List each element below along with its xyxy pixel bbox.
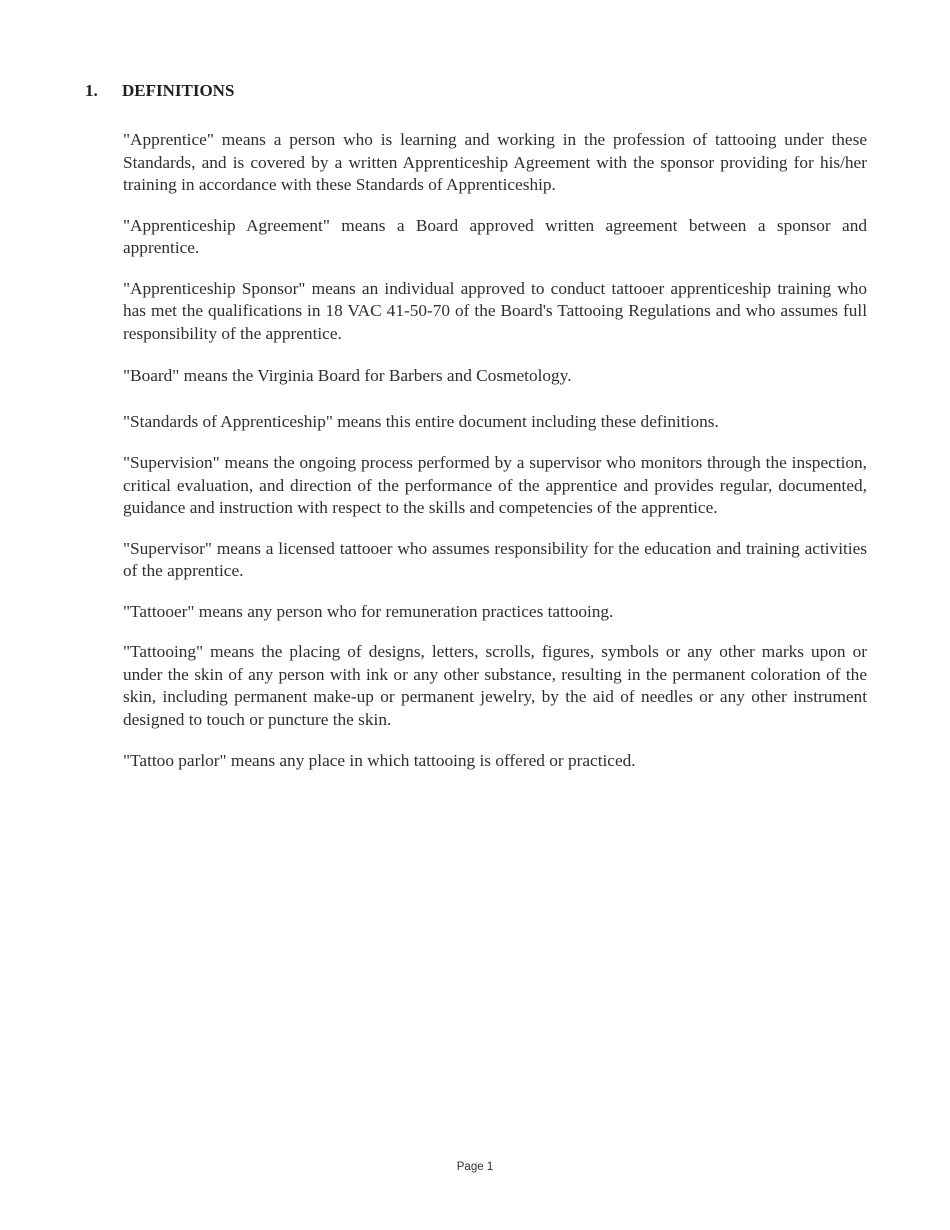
page-number: Page 1 — [456, 1161, 494, 1173]
section-heading — [85, 80, 234, 102]
definition-standards-of-apprenticeship: "Standards of Apprenticeship" means this entire document including these definitions. — [123, 411, 719, 431]
section-title: DEFINITIONS — [122, 81, 235, 100]
definition-tattooing: "Tattooing" means the placing of designs, letters, scrolls, figures, symbols or any other marks upon or under the skin of any person with ink or any other substance, resulting in the permanent coloration of the skin, including permanent make-up or permanent jewelry, by the aid of needles or any other instrument designed to touch or puncture the skin. — [123, 642, 867, 729]
definition-apprenticeship-agreement: "Apprenticeship Agreement" means a Board approved written agreement between a sponsor and apprentice. — [123, 215, 867, 257]
definition-tattoo-parlor: "Tattoo parlor" means any place in which tattooing is offered or practiced. — [123, 751, 636, 770]
definition-tattooer: "Tattooer" means any person who for remuneration practices tattooing. — [123, 601, 614, 621]
definition-apprenticeship-sponsor: "Apprenticeship Sponsor" means an individual approved to conduct tattooer apprenticeship training who has met the qualifications in 18 VAC 41-50-70 of the Board's Tattooing Regulations and who assumes full responsibility of the apprentice. — [123, 278, 867, 343]
definition-apprentice: "Apprentice" means a person who is learning and working in the profession of tattooing under these Standards, and is covered by a written Apprenticeship Agreement with the sponsor providing for his/her training in accordance with these Standards of Apprenticeship. — [123, 130, 867, 194]
section-number: 1. — [85, 81, 98, 100]
definitions-list — [123, 129, 867, 773]
definition-supervision: "Supervision" means the ongoing process performed by a supervisor who monitors through the inspection, critical evaluation, and direction of the performance of the apprentice and provides regular, documented, guidance and instruction with respect to the skills and competencies of the apprentice. — [123, 453, 867, 517]
definition-supervisor: "Supervisor" means a licensed tattooer who assumes responsibility for the education and training activities of the apprentice. — [123, 538, 867, 580]
definition-board: "Board" means the Virginia Board for Barbers and Cosmetology. — [123, 366, 572, 385]
